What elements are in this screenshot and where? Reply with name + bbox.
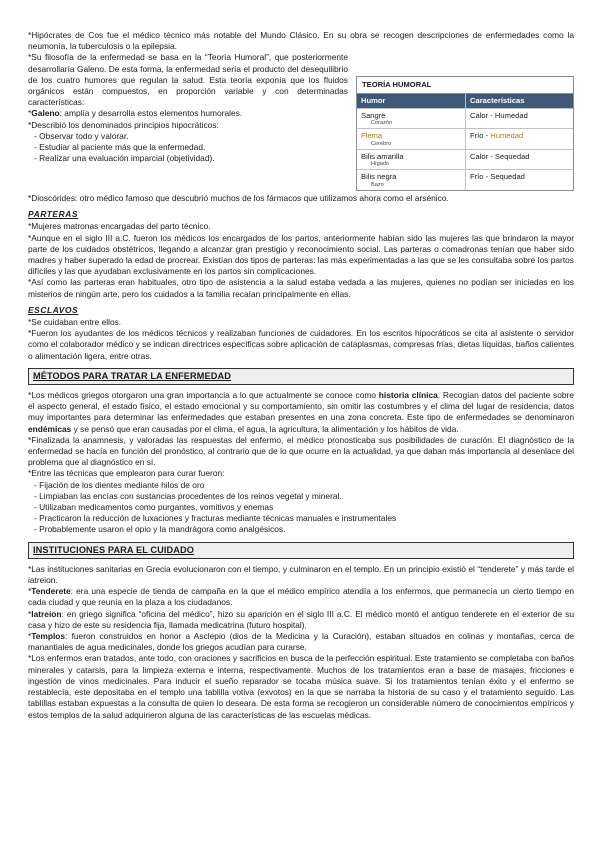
humor-organ: Cerebro [371,140,392,147]
instituciones-section-title [28,542,574,559]
list-item: - Utilizaban medicamentos como purgantes, vomitivos y enemas [34,502,274,513]
intro-section [28,30,574,721]
parteras-paragraph: *Aunque en el siglo III a.C. fueron los médicos los encargados de los partos, anteriormente habían sido las mujeres las que brindaron la mayor parte de los cuidados obstétricos, llegando a alcanzar gran prestigio y reconocimiento social. Las parteras o comadronas tenían que haber sido madres y haber superado la edad de procrear. Existían dos tipos de parteras: las más experimentadas a las que se les consultaba sobre los partos difíciles y las que ayudaban exclusivamente en los partos sin complicaciones. [28,232,574,277]
esclavos-paragraph: *Fueron los ayudantes de los médicos técnicos y realizaban funciones de cuidadores. En los escritos hipocráticos se cita al asistente o servidor como el colaborador médico y se indican directrices específicas sobre aplicación de cataplasmas, compresas frías, dietas líquidas, baños calientes o alimentación ligera, entre otras. [28,328,574,361]
humor-name: Bilis amarilla [361,151,404,161]
metodos-paragraph: *Finalizada la anamnesis, y valoradas las respuestas del enfermo, el médico pronosticaba sus posibilidades de curación. El diagnóstico de la enfermedad se hacía en función del pronóstico, al contrario que de lo que ocurre en la actualidad, ya que daban más importancia al desenlace del problema que al diagnóstico en sí. [28,434,574,468]
list-item: - Fijación de los dientes mediante hilos de oro [34,479,205,490]
characteristics-cell [465,150,573,170]
characteristics-cell [465,109,573,129]
esclavos-paragraph: *Se cuidaban entre ellos. [28,317,122,327]
tenderete-label: Tenderete [31,586,71,597]
esclavos-heading: ESCLAVOS [28,304,79,315]
metodos-section-title [28,368,574,385]
dioscorides-paragraph: *Dioscórides: otro médico famoso que descubrió muchos de los fármacos que utilizamos ahora como el arsénico. [28,192,449,203]
char-1: Calor [470,110,489,120]
humor-organ: Hígado [371,161,390,168]
table-row [357,149,573,170]
iatreion-paragraph: *Iatreion: en griego significa “oficina del médico”, hizo su aparición en el siglo III a.C. El médico montó el antiguo tenderete en el exterior de su casa y hizo de este su residencia fija, llamada medicatrina (futuro hospital). [28,608,574,630]
templos-label: Templos [31,631,66,642]
list-item: - Realizar una evaluación imparcial (objetividad). [34,153,215,164]
galeno-paragraph: *Galeno: amplía y desarrolla estos elementos humorales. [28,108,243,119]
iatreion-label: Iatreion [31,608,62,619]
hipocrates-paragraph: *Hipócrates de Cos fue el médico técnico más notable del Mundo Clásico. En su obra se recogen descripciones de enfermedades como la neumonía, la tuberculosis o la epilepsia. [28,30,574,52]
char-2: Sequedad [494,151,530,161]
humor-cell [357,129,465,149]
char-sep: - [483,172,491,182]
list-item: - Limpiaban las encías con sustancias procedentes de los reinos vegetal y mineral. [34,490,342,501]
char-1: Frío [470,131,484,141]
char-sep: - [488,110,495,120]
humor-cell [357,150,465,170]
header-humor: Humor [361,96,386,105]
humoral-theory-paragraph: *Su filosofía de la enfermedad se basa en la “Teoría Humoral”, que posteriormente desarrollaría Galeno. De esta forma, la enfermedad sería el producto del desequilibrio de los cuatro humores que regulan la salud. Esta teoría exponía que los fluidos orgánicos están compuestos, en proporción variable y con determinadas características: [28,52,348,108]
char-1: Frío [470,172,484,182]
char-2: Humedad [494,110,528,120]
historia-clinica-term: historia clínica [378,390,438,401]
table-row [357,169,573,190]
parteras-heading: PARTERAS [28,209,79,220]
galeno-label: Galeno [31,108,60,119]
humor-name: Bilis negra [361,172,397,182]
techniques-intro: *Entre las técnicas que emplearon para curar fueron: [28,468,225,479]
characteristics-cell [465,129,573,149]
instituciones-paragraph: *Las instituciones sanitarias en Grecia evolucionaron con el tiempo, y culminaron en el templo. En un principio existió el “tenderete” y más tarde el iatreion. [28,563,574,586]
char-1: Calor [470,151,489,161]
humoral-theory-table [356,76,574,191]
list-item: - Estudiar al paciente más que la enfermedad. [34,142,206,153]
principles-intro: *Describió los denominados principios hipocráticos: [28,119,219,130]
templos-paragraph: *Templos: fueron construidos en honor a Asclepio (dios de la Medicina y la Curación), estaban situados en colinas y montañas, cerca de manantiales de agua medicinales, donde los griegos acudían para curarse. [28,631,574,653]
char-2: Sequedad [490,172,525,182]
text-run: . Recogían datos del paciente sobre el aspecto general, el estado físico, el estado emocional y su comportamiento, sin omitir las costumbres y el clima del lugar de residencia, datos muy importantes para determinar las enfermedades que estaban presentes en una zona concreta. Este tipo de enfermedades se denominaron [28,390,574,423]
tenderete-text: : era una especie de tienda de campaña en la que el médico empírico atendía a los enfermos, que permanecía un cierto tiempo en cada ciudad y que reunía en la plaza a los ciudadanos. [28,586,574,608]
humor-name: Sangre [361,110,386,120]
humor-cell [357,109,465,129]
metodos-title-text: MÉTODOS PARA TRATAR LA ENFERMEDAD [33,370,231,381]
humor-organ: Bazo [371,181,384,188]
humor-organ: Corazón [371,120,393,127]
humor-cell [357,170,465,190]
char-sep: - [483,131,491,141]
characteristics-cell [465,170,573,190]
endemicas-term: endémicas [28,423,72,434]
table-row [357,108,573,129]
list-item: - Observar todo y valorar. [34,130,129,141]
instituciones-title-text: INSTITUCIONES PARA EL CUIDADO [33,544,194,555]
iatreion-text: : en griego significa “oficina del médico”, hizo su aparición en el siglo III a.C. El médico montó el antiguo tenderete en el exterior de su casa y hizo de este su residencia fija, llamada medicatrina (futuro hospital). [28,608,574,630]
templos-text: : fueron construidos en honor a Asclepio (dios de la Medicina y la Curación), estaban situados en colinas y montañas, cerca de manantiales de agua medicinales, donde los griegos acudían para curarse. [28,631,574,653]
table-title: TEORÍA HUMORAL [357,77,573,94]
char-sep: - [488,151,495,161]
table-row [357,128,573,149]
header-characteristics: Características [465,94,573,108]
list-item: - Probablemente usaron el opio y la mandrágora como analgésicos. [34,524,286,535]
char-2: Humedad [490,131,524,141]
metodos-paragraph [28,390,574,435]
humor-name: Flema [361,131,383,141]
table-header [357,94,573,108]
text-run: y se pensó que eran causadas por el clima, el agua, la agricultura, la alimentación y los hábitos de vida. [71,423,459,434]
parteras-paragraph: *Mujeres matronas encargadas del parto técnico. [28,221,211,232]
list-item: - Practicaron la reducción de luxaciones y fracturas mediante técnicas manuales e instrumentales [34,513,397,524]
tratamiento-paragraph: *Los enfermos eran tratados, ante todo, con oraciones y sacrificios en busca de la perfección espiritual. Este tratamiento se completaba con baños minerales y catarsis, para la limpieza externa e interna, respectivamente. Muchos de los tratamientos eran a base de masajes, fricciones e ingestión de vinos medicinales. Para inducir el sueño reparador se tocaba música suave. Si los tratamientos tenían éxito y el enfermo se restablecía, este depositaba en el templo una tablilla votiva (exvotos) en la que se narraba la historia de su caso y el tratamiento seguido. Las tablillas estaban expuestas a la consulta de quien lo deseara. De esta forma se recogieron un considerable número de conocimientos empíricos y estos templos de la salud adquirieron alguna de las características de las escuelas médicas. [28,653,574,720]
galeno-text: : amplía y desarrolla estos elementos humorales. [59,108,243,119]
tenderete-paragraph: *Tenderete: era una especie de tienda de campaña en la que el médico empírico atendía a los enfermos, que permanecía un cierto tiempo en cada ciudad y que reunía en la plaza a los ciudadanos. [28,586,574,608]
parteras-paragraph: *Así como las parteras eran habituales, otro tipo de asistencia a la salud estaba vedada a las mujeres, quienes no podían ser iniciadas en los misterios de ningún arte, pero los cuidados a la familia recaían principalmente en ellas. [28,277,574,299]
text-run: *Los médicos griegos otorgaron una gran importancia a lo que actualmente se conoce como [28,390,379,401]
